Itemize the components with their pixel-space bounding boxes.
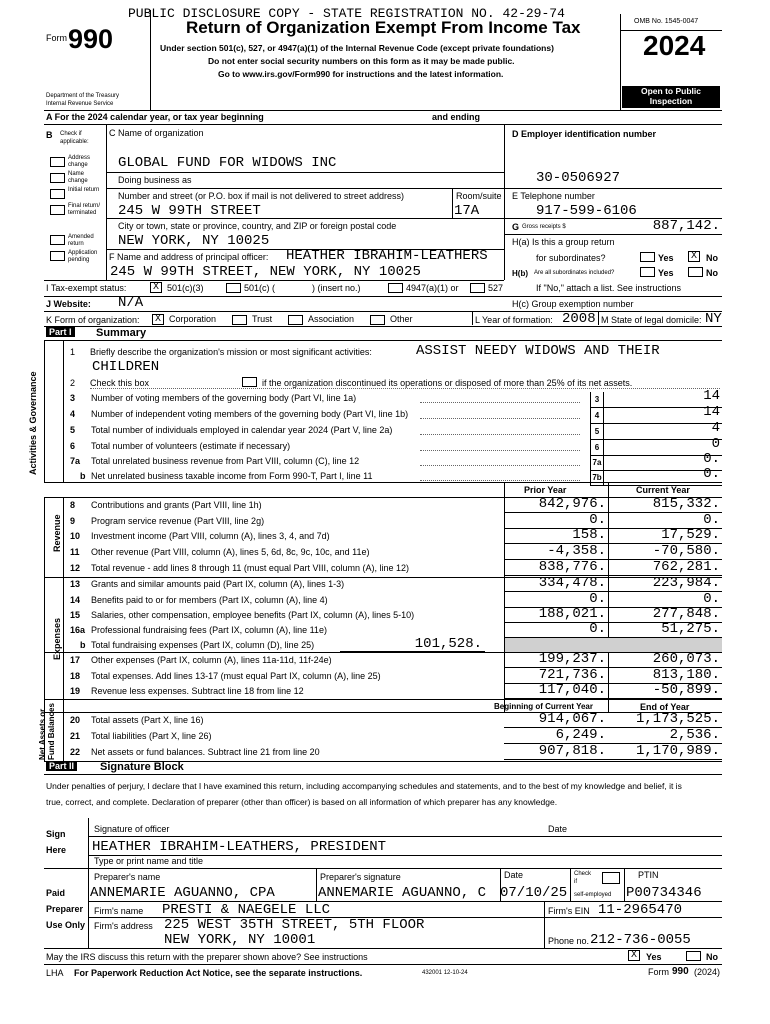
domicile-label: M State of legal domicile:	[601, 315, 702, 325]
paid-label: Paid	[46, 888, 66, 898]
gov-value: 0.	[703, 451, 720, 467]
tax-year: 2024	[643, 30, 706, 61]
footer-form-label: Form	[648, 967, 669, 977]
prior-year-header: Prior Year	[524, 485, 567, 495]
group-return-question: H(a) Is this a group return	[512, 237, 615, 247]
part2-label: Part II	[46, 761, 77, 771]
form-label: Form	[46, 33, 67, 43]
na-line-label: Total assets (Part X, line 16)	[91, 715, 204, 725]
exp-line-num: 15	[70, 610, 81, 620]
exp-line-prior: 334,478.	[538, 575, 606, 591]
side-net-assets: Net Assets or Fund Balances	[38, 703, 56, 760]
application-pending-checkbox[interactable]	[50, 251, 65, 261]
gov-box-num: 3	[590, 392, 604, 407]
rev-line-label: Program service revenue (Part VIII, line 2g)	[91, 516, 265, 526]
501c-checkbox[interactable]	[226, 283, 241, 293]
rev-line-prior: 0.	[589, 512, 606, 528]
year-formation-label: L Year of formation:	[475, 315, 553, 325]
footer-year: (2024)	[694, 967, 721, 977]
other-checkbox[interactable]	[370, 315, 385, 325]
gov-box-num: 4	[590, 408, 604, 423]
irs-discuss-question: May the IRS discuss this return with the preparer shown above? See instructions	[46, 952, 368, 962]
line16b-num: b	[80, 640, 86, 650]
form-number: 990	[68, 24, 114, 54]
applicable: applicable:	[60, 139, 89, 145]
dept-treasury: Department of the Treasury	[46, 93, 120, 99]
part1-title: Summary	[96, 327, 147, 339]
boy-header: Beginning of Current Year	[494, 702, 593, 711]
other-label: Other	[390, 314, 413, 324]
gross-receipts-label: Gross receipts $	[522, 224, 566, 230]
exp-line-current: 0.	[703, 591, 720, 607]
gov-leader	[420, 465, 580, 466]
rev-line-prior: 838,776.	[538, 559, 606, 575]
open-public: Open to Public	[641, 86, 701, 96]
exp-line-label: Benefits paid to or for members (Part IX, column (A), line 4)	[91, 595, 328, 605]
year-formation-value: 2008	[562, 311, 596, 327]
firm-ein: 11-2965470	[598, 902, 683, 918]
exp2-line-label: Total expenses. Add lines 13-17 (must equal Part IX, column (A), line 25)	[91, 671, 381, 681]
trust-checkbox[interactable]	[232, 315, 247, 325]
ein-label: D Employer identification number	[512, 129, 657, 139]
side-revenue: Revenue	[52, 514, 62, 552]
public-disclosure-banner: PUBLIC DISCLOSURE COPY - STATE REGISTRATION NO. 42-29-74	[128, 6, 565, 21]
na-line-current: 2,536.	[669, 727, 720, 743]
rev-line-num: 10	[70, 531, 81, 541]
gov-line-num: 7a	[70, 456, 81, 466]
rev-line-current: 762,281.	[652, 559, 720, 575]
exp2-line-current: 260,073.	[652, 651, 720, 667]
b-label: B	[46, 130, 53, 140]
gov-line-num: 3	[70, 393, 76, 403]
if-no-attach: If "No," attach a list. See instructions	[536, 283, 681, 293]
na-line-prior: 914,067.	[538, 711, 606, 727]
firm-address-2: NEW YORK, NY 10001	[164, 932, 316, 948]
current-year-header: Current Year	[636, 485, 690, 495]
ptin-value: P00734346	[626, 885, 702, 901]
org-name-label: C Name of organization	[109, 128, 204, 138]
rev-line-num: 8	[70, 500, 76, 510]
exp-line-current: 223,984.	[652, 575, 720, 591]
na-line-row-line	[504, 759, 722, 760]
eoy-header: End of Year	[640, 702, 690, 712]
gov-value: 14	[703, 388, 720, 404]
line16b-shaded	[505, 637, 722, 652]
rev-line-num: 11	[70, 547, 80, 557]
preparer-signature-label: Preparer's signature	[320, 872, 401, 882]
501c3-checkbox[interactable]: X	[150, 282, 162, 293]
address-change-label: Address change	[68, 155, 91, 168]
exp-line-label: Grants and similar amounts paid (Part IX, column (A), lines 1-3)	[91, 579, 345, 589]
address-change-checkbox[interactable]	[50, 157, 65, 167]
firm-name: PRESTI & NAEGELE LLC	[162, 902, 331, 918]
rev-line-current: 815,332.	[652, 496, 720, 512]
form-subtitle: Under section 501(c), 527, or 4947(a)(1) of the Internal Revenue Code (except private foundations)	[160, 43, 554, 53]
discuss-yes: Yes	[646, 952, 662, 962]
penalty-text-1: Under penalties of perjury, I declare that I have examined this return, including accompanying schedules and statements, and to the best of my knowledge and belief, it is	[46, 781, 682, 791]
phone-value: 917-599-6106	[536, 203, 637, 219]
website-label: J Website:	[46, 299, 91, 309]
check-if: Check if	[60, 131, 82, 137]
gov-value: 4	[711, 420, 720, 436]
exp2-line-num: 17	[70, 655, 81, 665]
self-employed-label: self-employed	[574, 892, 612, 898]
principal-officer-address: 245 W 99TH STREET, NEW YORK, NY 10025	[110, 264, 421, 280]
firm-ein-label: Firm's EIN	[548, 906, 590, 916]
501c-label: 501(c) (	[244, 283, 276, 293]
gov-box-num: 5	[590, 424, 604, 439]
exp-line-num: 16a	[70, 625, 86, 635]
gov-line-num: 4	[70, 409, 76, 419]
527-checkbox[interactable]	[470, 283, 485, 293]
4947-checkbox[interactable]	[388, 283, 403, 293]
exp-line-prior: 188,021.	[538, 606, 606, 622]
lha: LHA	[46, 968, 64, 978]
gov-line-label: Net unrelated business taxable income from Form 990-T, Part I, line 11	[91, 471, 373, 481]
gov-box-num: 7b	[590, 470, 604, 485]
gov-value: 0.	[703, 466, 720, 482]
discuss-yes-checkbox[interactable]: X	[628, 950, 640, 961]
street-label: Number and street (or P.O. box if mail is not delivered to street address)	[118, 191, 404, 201]
rev-line-prior: 842,976.	[538, 496, 606, 512]
exp2-line-row-line	[504, 698, 722, 699]
exp-line-label: Professional fundraising fees (Part IX, column (A), line 11e)	[91, 625, 327, 635]
rev-line-label: Other revenue (Part VIII, column (A), lines 5, 6d, 8c, 9c, 10c, and 11e)	[91, 547, 370, 557]
exp2-line-prior: 117,040.	[538, 682, 606, 698]
org-name: GLOBAL FUND FOR WIDOWS INC	[118, 155, 337, 171]
line16b-value: 101,528.	[414, 636, 482, 652]
exp-line-prior: 0.	[589, 591, 606, 607]
gov-line-label: Number of voting members of the governing body (Part VI, line 1a)	[91, 393, 357, 403]
na-line-label: Total liabilities (Part X, line 26)	[91, 731, 212, 741]
name-change-checkbox[interactable]	[50, 173, 65, 183]
omb-number: OMB No. 1545-0047	[634, 18, 699, 25]
line1-label: Briefly describe the organization's mission or most significant activities:	[90, 347, 372, 357]
preparer-date-label: Date	[504, 870, 524, 880]
firm-name-label: Firm's name	[94, 906, 144, 916]
rev-line-prior: -4,358.	[547, 543, 606, 559]
ptin-label: PTIN	[638, 870, 659, 880]
527-label: 527	[488, 283, 504, 293]
gov-box-num: 6	[590, 440, 604, 455]
officer-label: F Name and address of principal officer:	[109, 252, 269, 262]
form-code: 432001 12-10-24	[422, 970, 468, 976]
side-expenses: Expenses	[52, 617, 62, 660]
form-title: Return of Organization Exempt From Income Tax	[186, 18, 581, 37]
city-state-zip: NEW YORK, NY 10025	[118, 233, 270, 249]
gov-leader	[420, 480, 580, 481]
exp2-line-num: 18	[70, 671, 81, 681]
gov-value: 14	[703, 404, 720, 420]
side-activities: Activities & Governance	[28, 371, 38, 475]
irs-label: Internal Revenue Service	[46, 101, 114, 107]
exp2-line-prior: 199,237.	[538, 651, 606, 667]
website-value: N/A	[118, 295, 144, 311]
firm-address-label: Firm's address	[94, 921, 153, 931]
na-line-num: 21	[70, 731, 81, 741]
ssn-warning: Do not enter social security numbers on this form as it may be made public.	[208, 56, 515, 66]
rev-line-current: -70,580.	[652, 543, 720, 559]
exp-line-num: 13	[70, 579, 81, 589]
discuss-no-checkbox[interactable]	[686, 951, 701, 961]
for-subordinates: for subordinates?	[536, 253, 606, 263]
hb-no: No	[706, 268, 718, 278]
rev-line-current: 17,529.	[661, 527, 720, 543]
trust-label: Trust	[252, 314, 273, 324]
501c3-label: 501(c)(3)	[167, 283, 204, 293]
rev-line-label: Investment income (Part VIII, column (A), lines 3, 4, and 7d)	[91, 531, 330, 541]
gov-line-label: Total number of volunteers (estimate if necessary)	[91, 441, 291, 451]
gov-leader	[420, 418, 580, 419]
part1-label: Part I	[46, 327, 75, 337]
na-line-current: 1,173,525.	[635, 711, 720, 727]
final-return-checkbox[interactable]	[50, 205, 65, 215]
tax-exempt-label: I Tax-exempt status:	[46, 283, 127, 293]
street-address: 245 W 99TH STREET	[118, 203, 261, 219]
na-line-num: 20	[70, 715, 81, 725]
rev-line-num: 9	[70, 516, 76, 526]
part2-title: Signature Block	[100, 761, 184, 773]
initial-return-label: Initial return	[68, 187, 100, 193]
line16b-label: Total fundraising expenses (Part IX, column (D), line 25)	[91, 640, 315, 650]
gov-line-label: Total number of individuals employed in calendar year 2024 (Part V, line 2a)	[91, 425, 393, 435]
group-return-yes-checkbox[interactable]	[640, 252, 655, 262]
gov-line-label: Number of independent voting members of the governing body (Part VI, line 1b)	[91, 409, 409, 419]
ha-no: No	[706, 253, 718, 263]
line2-num: 2	[70, 378, 76, 388]
ein-value: 30-0506927	[536, 170, 621, 186]
use-only-label: Use Only	[46, 920, 86, 930]
preparer-label: Preparer	[46, 904, 84, 914]
rev-line-prior: 158.	[572, 527, 606, 543]
room-suite: 17A	[454, 203, 480, 219]
gov-line-num: b	[80, 471, 86, 481]
mission-line1: ASSIST NEEDY WIDOWS AND THEIR	[416, 343, 660, 359]
hb-label: H(b)	[512, 269, 528, 278]
exp2-line-prior: 721,736.	[538, 667, 606, 683]
type-name-label: Type or print name and title	[94, 856, 204, 866]
exp2-line-current: 813,180.	[652, 667, 720, 683]
exp-line-current: 277,848.	[652, 606, 720, 622]
gross-receipts-value: 887,142.	[652, 218, 720, 234]
inspection: Inspection	[649, 96, 693, 106]
corporation-checkbox[interactable]: X	[152, 314, 164, 325]
discontinued-checkbox[interactable]	[242, 377, 257, 387]
exp-line-label: Salaries, other compensation, employee benefits (Part IX, column (A), lines 5-10)	[91, 610, 415, 620]
check-label: Check	[574, 871, 592, 877]
insert-no: ) (insert no.)	[312, 283, 361, 293]
na-line-prior: 6,249.	[555, 727, 606, 743]
rev-line-label: Contributions and grants (Part VIII, line 1h)	[91, 500, 262, 510]
exp-line-prior: 0.	[589, 621, 606, 637]
exp2-line-num: 19	[70, 686, 81, 696]
preparer-name-label: Preparer's name	[94, 872, 161, 882]
rev-line-current: 0.	[703, 512, 720, 528]
subordinates-included: Are all subordinates included?	[534, 270, 615, 276]
signature-officer-label: Signature of officer	[94, 824, 170, 834]
gov-line-label: Total unrelated business revenue from Part VIII, column (C), line 12	[91, 456, 360, 466]
sign-date-label: Date	[548, 824, 568, 834]
4947-label: 4947(a)(1) or	[406, 283, 459, 293]
phone-label: E Telephone number	[512, 191, 595, 201]
penalty-text-2: true, correct, and complete. Declaration of preparer (other than officer) is based on all information of which preparer has any knowledge.	[46, 797, 558, 807]
application-pending-label: Application pending	[68, 250, 98, 263]
name-change-label: Name change	[68, 171, 88, 184]
mission-line2: CHILDREN	[92, 359, 160, 375]
exp2-line-current: -50,899.	[652, 682, 720, 698]
line2-check-box-label: Check this box	[90, 378, 150, 388]
firm-address-1: 225 WEST 35TH STREET, 5TH FLOOR	[164, 917, 425, 933]
g-label: G	[512, 222, 520, 232]
group-return-no-checkbox[interactable]: X	[688, 251, 700, 262]
gov-leader	[420, 450, 580, 451]
na-line-prior: 907,818.	[538, 743, 606, 759]
gov-row-line	[590, 485, 722, 486]
ha-yes: Yes	[658, 253, 674, 263]
discuss-no: No	[706, 952, 718, 962]
firm-phone-label: Phone no.	[548, 936, 590, 946]
association-checkbox[interactable]	[288, 315, 303, 325]
footer-form-number: 990	[672, 966, 689, 977]
exp-line-row-line	[504, 637, 722, 638]
preparer-date: 07/10/25	[500, 885, 568, 901]
amended-return-label: Amended return	[68, 234, 94, 247]
subordinates-yes-checkbox[interactable]	[640, 267, 655, 277]
city-label: City or town, state or province, country, and ZIP or foreign postal code	[118, 221, 397, 231]
dba-label: Doing business as	[118, 175, 192, 185]
room-label: Room/suite	[456, 191, 502, 201]
final-return-label: Final return/ terminated	[68, 203, 101, 216]
na-line-current: 1,170,989.	[635, 743, 720, 759]
gov-leader	[420, 402, 580, 403]
line-a: A For the 2024 calendar year, or tax year beginning	[46, 112, 264, 122]
na-line-num: 22	[70, 747, 81, 757]
instructions-link[interactable]: Go to www.irs.gov/Form990 for instructions and the latest information.	[218, 69, 504, 79]
officer-name-title: HEATHER IBRAHIM-LEATHERS, PRESIDENT	[92, 839, 387, 855]
firm-phone: 212-736-0055	[590, 932, 691, 948]
self-employed-checkbox[interactable]	[602, 872, 620, 884]
form-of-org-label: K Form of organization:	[46, 315, 140, 325]
exp2-line-label: Revenue less expenses. Subtract line 18 from line 12	[91, 686, 304, 696]
hb-yes: Yes	[658, 268, 674, 278]
gov-value: 0	[711, 436, 720, 452]
association-label: Association	[308, 314, 355, 324]
rev-line-label: Total revenue - add lines 8 through 11 (must equal Part VIII, column (A), line 12)	[91, 563, 409, 573]
corporation-label: Corporation	[169, 314, 217, 324]
line1-num: 1	[70, 347, 76, 357]
exp-line-current: 51,275.	[661, 621, 720, 637]
paperwork-notice: For Paperwork Reduction Act Notice, see the separate instructions.	[74, 968, 363, 978]
rev-line-num: 12	[70, 563, 81, 573]
sign-label: Sign	[46, 829, 66, 839]
line2-text: if the organization discontinued its operations or disposed of more than 25% of its net assets.	[262, 378, 633, 388]
gov-leader	[420, 434, 580, 435]
principal-officer-name: HEATHER IBRAHIM-LEATHERS	[286, 248, 488, 264]
and-ending: and ending	[432, 112, 480, 122]
preparer-name: ANNEMARIE AGUANNO, CPA	[90, 885, 275, 901]
exp-line-num: 14	[70, 595, 81, 605]
amended-return-checkbox[interactable]	[50, 235, 65, 245]
here-label: Here	[46, 845, 67, 855]
if-label: if	[574, 879, 577, 885]
domicile-value: NY	[705, 311, 722, 327]
gov-line-num: 5	[70, 425, 76, 435]
gov-box-num: 7a	[590, 455, 604, 470]
gov-line-num: 6	[70, 441, 76, 451]
initial-return-checkbox[interactable]	[50, 189, 65, 199]
na-line-label: Net assets or fund balances. Subtract line 21 from line 20	[91, 747, 320, 757]
exp2-line-label: Other expenses (Part IX, column (A), lines 11a-11d, 11f-24e)	[91, 655, 332, 665]
subordinates-no-checkbox[interactable]	[688, 267, 703, 277]
group-exemption-label: H(c) Group exemption number	[512, 299, 634, 309]
preparer-signature: ANNEMARIE AGUANNO, C	[318, 885, 487, 901]
